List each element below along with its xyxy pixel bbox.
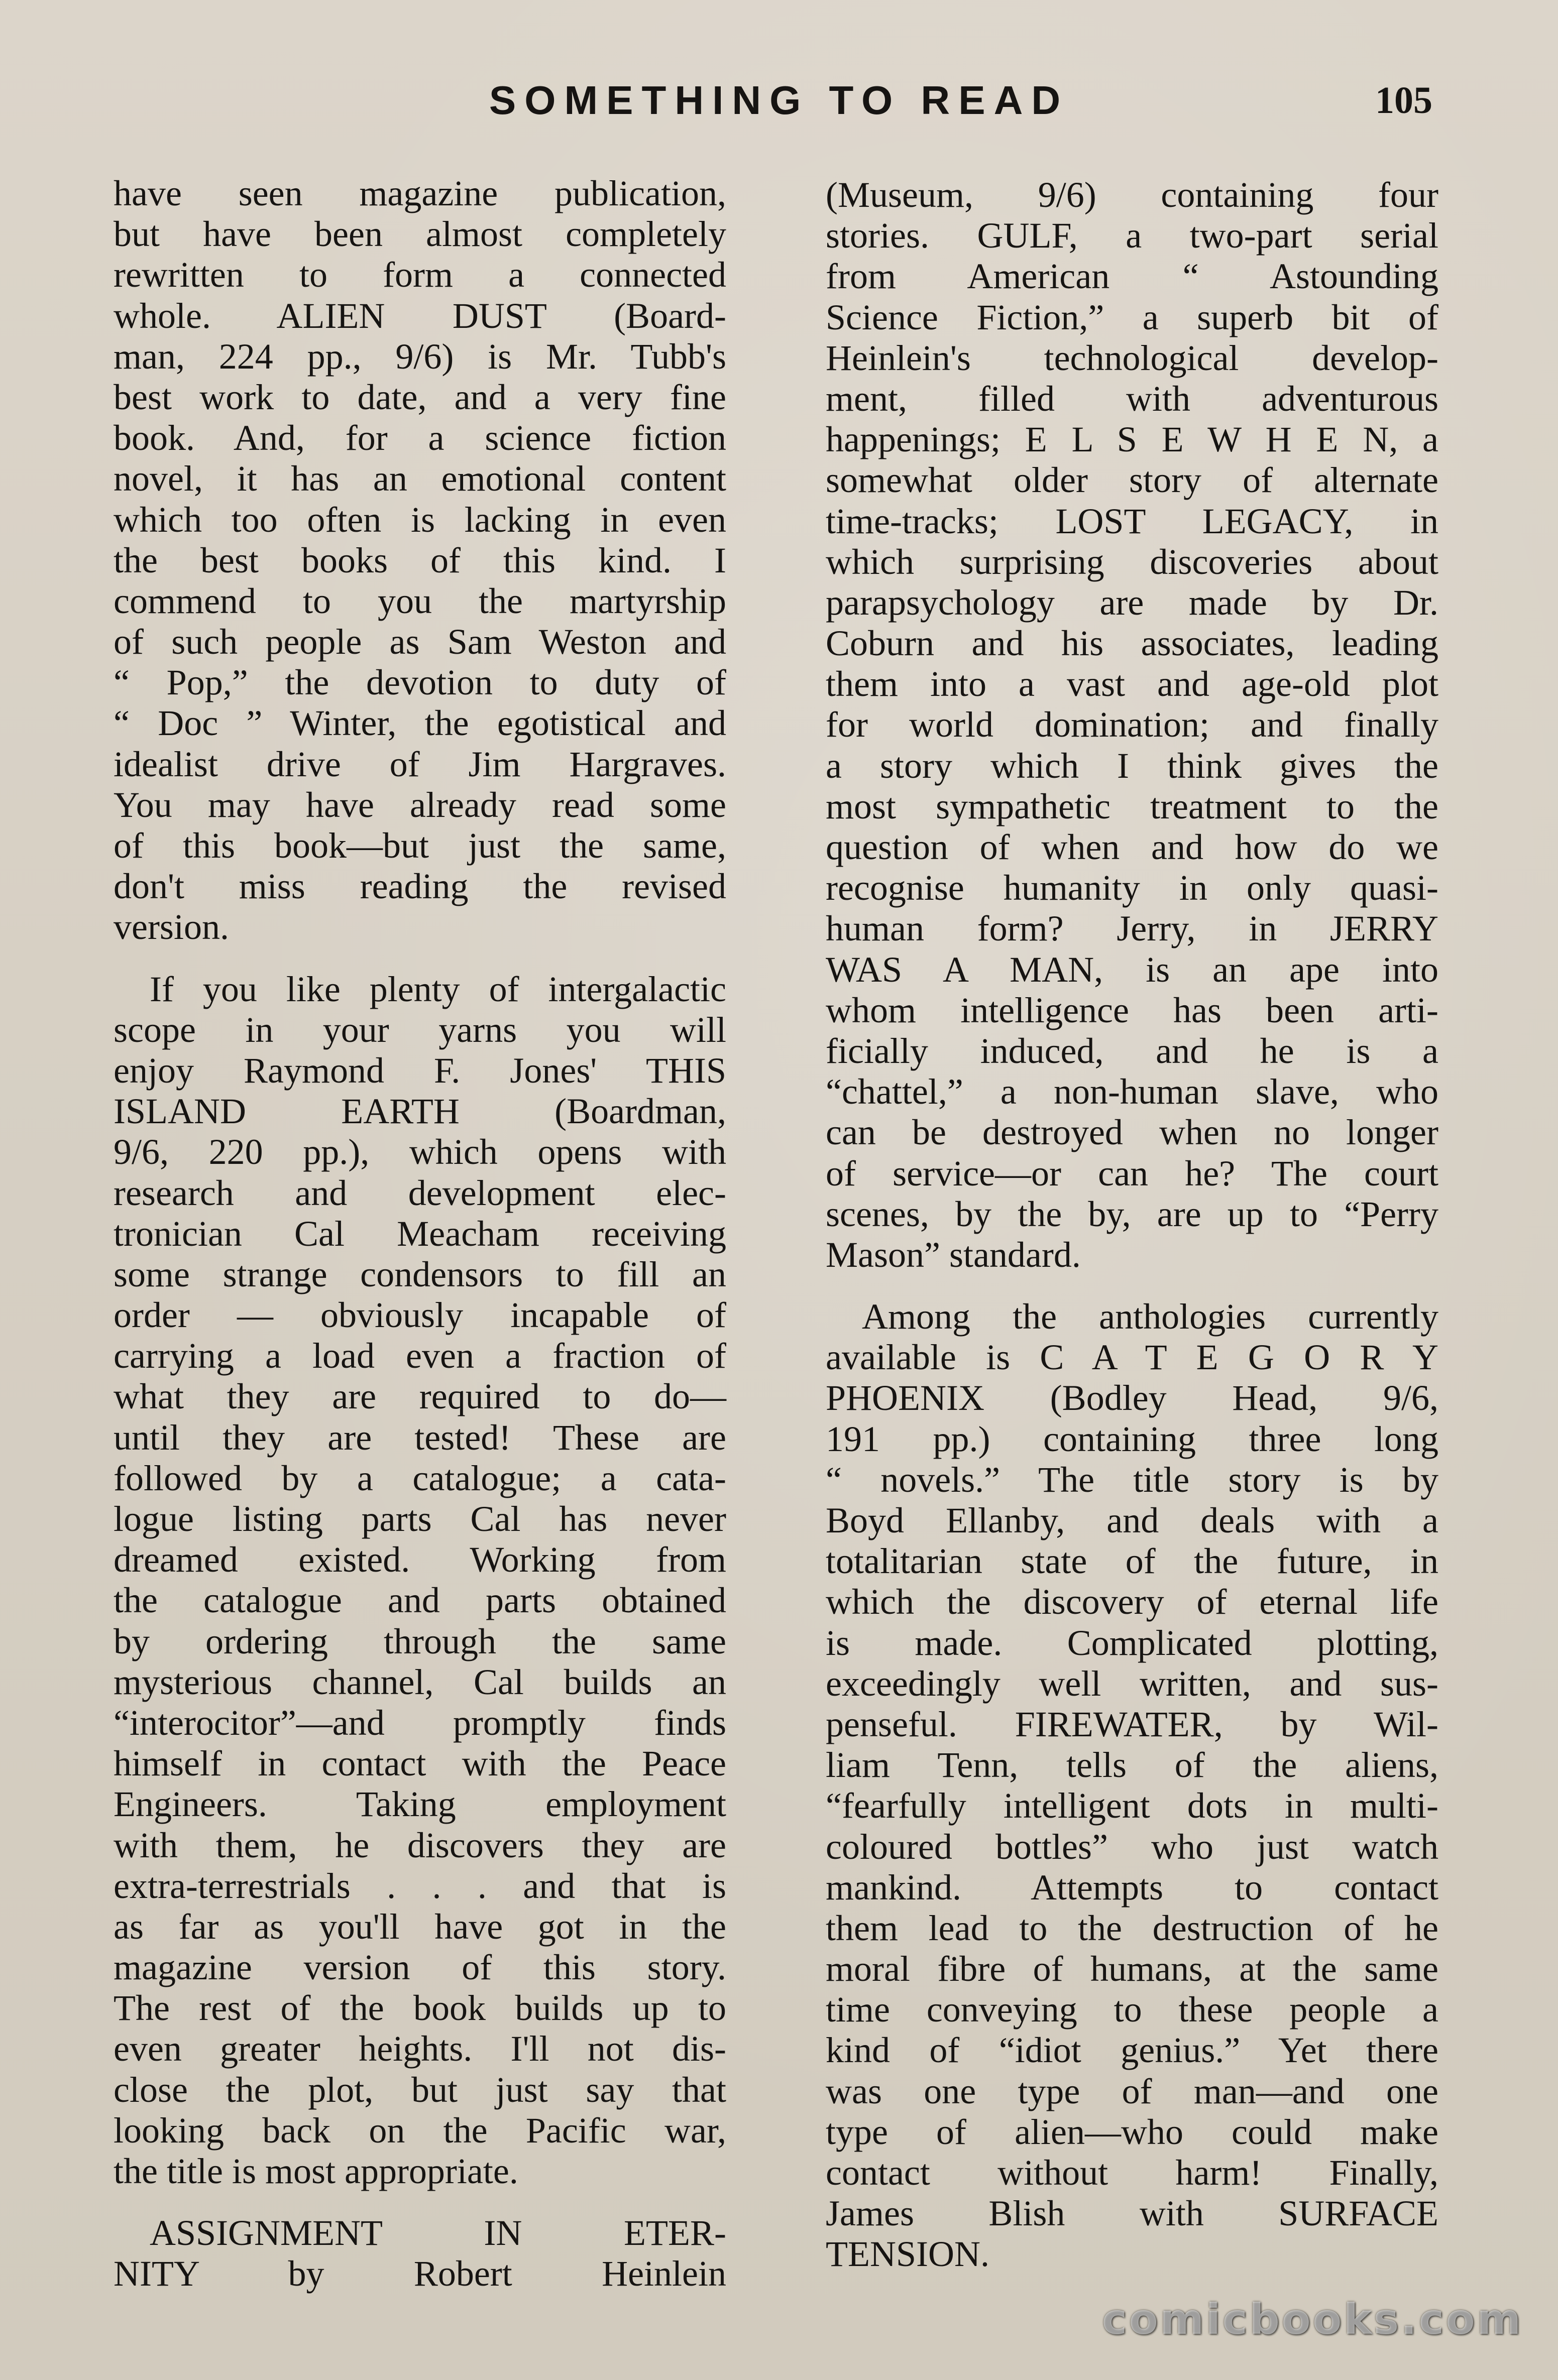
text-line: but have been almost completely: [114, 214, 726, 255]
text-line: of service—or can he? The court: [826, 1153, 1438, 1194]
text-line: rewritten to form a connected: [114, 255, 726, 295]
text-line: version.: [114, 907, 229, 947]
text-line: ASSIGNMENT IN ETER-: [150, 2213, 726, 2253]
text-line: mysterious channel, Cal builds an: [114, 1661, 726, 1702]
text-line: Coburn and his associates, leading: [826, 623, 1438, 664]
text-line: tronician Cal Meacham receiving: [114, 1213, 726, 1254]
paragraph-break: [114, 2192, 726, 2213]
text-line: order — obviously incapable of: [114, 1295, 726, 1336]
text-line: dreamed existed. Working from: [114, 1539, 726, 1580]
text-line: followed by a catalogue; a cata-: [114, 1458, 726, 1498]
text-line: them into a vast and age-old plot: [826, 664, 1438, 704]
text-line: from American “ Astounding: [826, 256, 1438, 297]
watermark-logo: comicbooks.com: [1102, 2295, 1523, 2344]
text-line: the catalogue and parts obtained: [114, 1580, 726, 1621]
text-line: which surprising discoveries about: [826, 541, 1438, 582]
text-line: man, 224 pp., 9/6) is Mr. Tubb's: [114, 336, 726, 377]
text-line: time conveying to these people a: [826, 1989, 1438, 2030]
left-text-column: [114, 173, 726, 2295]
text-line: totalitarian state of the future, in: [826, 1541, 1438, 1582]
text-line: whole. ALIEN DUST (Board-: [114, 295, 726, 336]
text-line: mankind. Attempts to contact: [826, 1867, 1438, 1908]
text-line: Engineers. Taking employment: [114, 1784, 726, 1825]
text-line: extra-terrestrials . . . and that is: [114, 1865, 726, 1906]
paragraph-break: [114, 948, 726, 969]
text-line: ment, filled with adventurous: [826, 378, 1438, 419]
right-text-column: [826, 175, 1438, 2275]
text-line: is made. Complicated plotting,: [826, 1622, 1438, 1663]
text-line: time-tracks; LOST LEGACY, in: [826, 501, 1438, 541]
paragraph-break: [826, 1275, 1438, 1296]
text-line: by ordering through the same: [114, 1621, 726, 1661]
text-line: exceedingly well written, and sus-: [826, 1663, 1438, 1704]
text-line: If you like plenty of intergalactic: [150, 969, 726, 1009]
text-line: was one type of man—and one: [826, 2071, 1438, 2111]
text-line: of this book—but just the same,: [114, 825, 726, 866]
text-line: James Blish with SURFACE: [826, 2193, 1438, 2234]
text-line: human form? Jerry, in JERRY: [826, 908, 1438, 949]
text-line: Heinlein's technological develop-: [826, 337, 1438, 378]
text-line: even greater heights. I'll not dis-: [114, 2029, 726, 2069]
text-line: somewhat older story of alternate: [826, 460, 1438, 501]
text-line: close the plot, but just say that: [114, 2069, 726, 2110]
text-line: “interocitor”—and promptly finds: [114, 1702, 726, 1743]
text-line: as far as you'll have got in the: [114, 1906, 726, 1947]
text-line: Mason” standard.: [826, 1234, 1081, 1275]
text-line: happenings; E L S E W H E N, a: [826, 419, 1438, 460]
text-line: book. And, for a science fiction: [114, 418, 726, 458]
text-line: (Museum, 9/6) containing four: [826, 175, 1438, 215]
text-line: best work to date, and a very fine: [114, 377, 726, 417]
text-line: question of when and how do we: [826, 827, 1438, 867]
text-line: some strange condensors to fill an: [114, 1254, 726, 1294]
text-line: PHOENIX (Bodley Head, 9/6,: [826, 1378, 1438, 1418]
text-line: TENSION.: [826, 2234, 989, 2275]
text-line: kind of “idiot genius.” Yet there: [826, 2030, 1438, 2071]
text-line: available is C A T E G O R Y: [826, 1337, 1438, 1378]
text-line: coloured bottles” who just watch: [826, 1826, 1438, 1867]
text-line: “chattel,” a non-human slave, who: [826, 1072, 1438, 1112]
text-line: what they are required to do—: [114, 1376, 726, 1417]
text-line: liam Tenn, tells of the aliens,: [826, 1745, 1438, 1786]
text-line: parapsychology are made by Dr.: [826, 582, 1438, 623]
text-line: novel, it has an emotional content: [114, 458, 726, 499]
text-line: the title is most appropriate.: [114, 2151, 518, 2191]
text-line: himself in contact with the Peace: [114, 1743, 726, 1784]
text-line: logue listing parts Cal has never: [114, 1499, 726, 1539]
text-line: NITY by Robert Heinlein: [114, 2253, 726, 2294]
text-line: Boyd Ellanby, and deals with a: [826, 1500, 1438, 1540]
text-line: “fearfully intelligent dots in multi-: [826, 1786, 1438, 1826]
running-header-title: SOMETHING TO READ: [489, 78, 1069, 123]
text-line: with them, he discovers they are: [114, 1825, 726, 1865]
text-line: don't miss reading the revised: [114, 866, 726, 907]
text-line: which the discovery of eternal life: [826, 1582, 1438, 1622]
text-line: type of alien—who could make: [826, 2111, 1438, 2152]
text-line: Among the anthologies currently: [862, 1296, 1438, 1337]
text-line: magazine version of this story.: [114, 1947, 726, 1988]
text-line: 191 pp.) containing three long: [826, 1418, 1438, 1459]
text-line: which too often is lacking in even: [114, 499, 726, 540]
text-line: for world domination; and finally: [826, 704, 1438, 745]
text-line: Science Fiction,” a superb bit of: [826, 297, 1438, 337]
text-line: The rest of the book builds up to: [114, 1988, 726, 2029]
text-line: WAS A MAN, is an ape into: [826, 949, 1438, 990]
text-line: “ Doc ” Winter, the egotistical and: [114, 703, 726, 744]
text-line: a story which I think gives the: [826, 745, 1438, 786]
text-line: most sympathetic treatment to the: [826, 786, 1438, 826]
text-line: scope in your yarns you will: [114, 1009, 726, 1050]
text-line: research and development elec-: [114, 1172, 726, 1213]
text-line: scenes, by the by, are up to “Perry: [826, 1194, 1438, 1234]
text-line: have seen magazine publication,: [114, 173, 726, 213]
text-line: the best books of this kind. I: [114, 540, 726, 580]
text-line: penseful. FIREWATER, by Wil-: [826, 1704, 1438, 1744]
text-line: contact without harm! Finally,: [826, 2153, 1438, 2193]
text-line: ISLAND EARTH (Boardman,: [114, 1091, 726, 1132]
text-line: whom intelligence has been arti-: [826, 990, 1438, 1030]
text-line: 9/6, 220 pp.), which opens with: [114, 1132, 726, 1172]
text-line: ficially induced, and he is a: [826, 1030, 1438, 1071]
text-line: looking back on the Pacific war,: [114, 2110, 726, 2151]
text-line: them lead to the destruction of he: [826, 1908, 1438, 1948]
text-line: idealist drive of Jim Hargraves.: [114, 744, 726, 784]
text-line: of such people as Sam Weston and: [114, 622, 726, 662]
text-line: “ Pop,” the devotion to duty of: [114, 662, 726, 703]
text-line: carrying a load even a fraction of: [114, 1336, 726, 1376]
text-line: commend to you the martyrship: [114, 580, 726, 621]
text-line: can be destroyed when no longer: [826, 1112, 1438, 1153]
text-line: “ novels.” The title story is by: [826, 1459, 1438, 1500]
text-line: recognise humanity in only quasi-: [826, 868, 1438, 908]
text-line: until they are tested! These are: [114, 1417, 726, 1458]
text-line: enjoy Raymond F. Jones' THIS: [114, 1050, 726, 1091]
text-line: You may have already read some: [114, 784, 726, 825]
page-number: 105: [1375, 79, 1432, 122]
text-line: moral fibre of humans, at the same: [826, 1949, 1438, 1989]
text-line: stories. GULF, a two-part serial: [826, 215, 1438, 256]
